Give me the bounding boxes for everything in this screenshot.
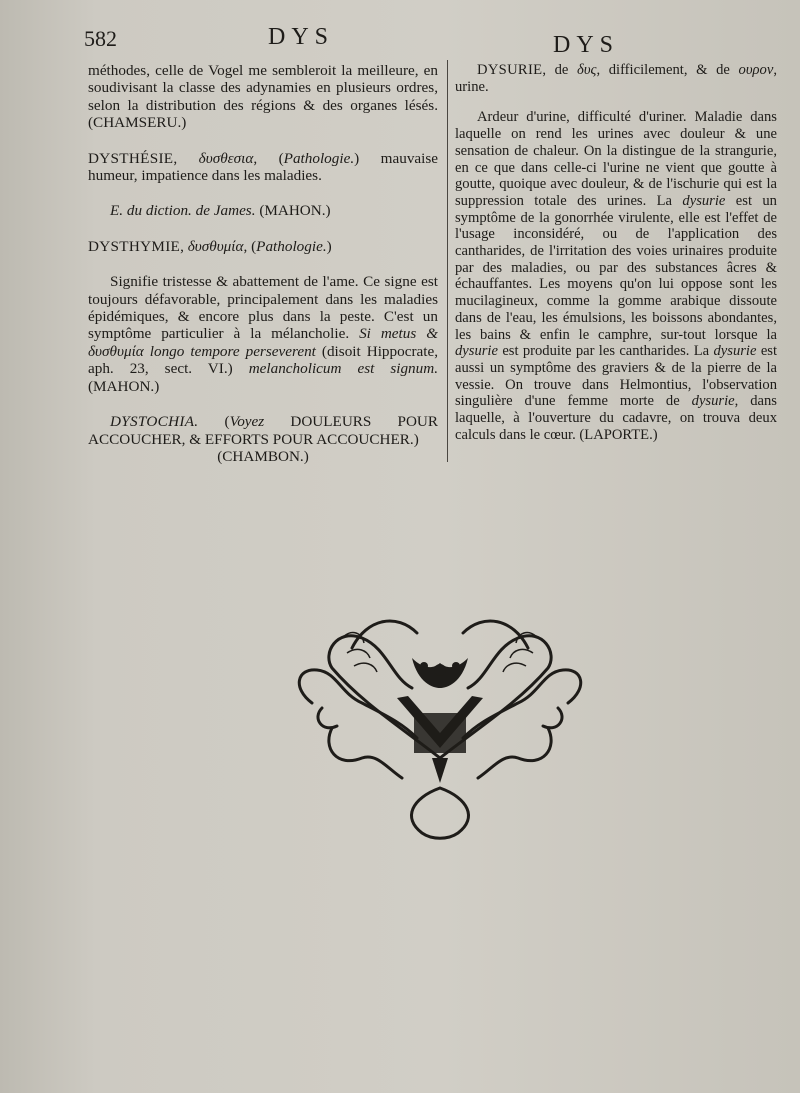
headword: DYSURIE bbox=[477, 62, 543, 78]
left-running-head: DYS bbox=[268, 24, 335, 50]
body-text: Ardeur d'urine, difficulté d'uriner. Maladie dans laquelle on rend les urines avec douleur & une sensation de chaleur. On la distingue de la strangurie, en ce que dans celle-ci l'urine ne vient que goutte à goutte, quoique avec douleur, & de l'ischurie qui est la suppression totale des urines. La bbox=[455, 109, 777, 209]
page-number: 582 bbox=[84, 26, 117, 51]
definition: mauvaise humeur, impatience dans les maladies. bbox=[88, 149, 439, 185]
greek-term: δυς bbox=[577, 62, 597, 78]
entry-dystochia: DYSTOCHIA. (Voyez DOULEURS POUR ACCOUCHER, & EFFORTS POUR ACCOUCHER.) bbox=[88, 413, 439, 448]
author: (LAPORTE.) bbox=[579, 426, 658, 443]
author: (MAHON.) bbox=[259, 202, 331, 220]
decorative-vignette-ornament bbox=[292, 608, 588, 848]
source: E. du diction. de James. bbox=[110, 202, 256, 220]
field-label: Pathologie. bbox=[283, 149, 355, 167]
left-column bbox=[88, 62, 438, 465]
author-line bbox=[88, 448, 438, 465]
latin-quote: melancholicum est signum. bbox=[248, 360, 438, 378]
entry-dysurie bbox=[455, 62, 777, 95]
greek-term: δυσθεσια bbox=[198, 149, 254, 167]
headword: DYSTOCHIA. bbox=[110, 413, 199, 431]
cross-references: DOULEURS POUR ACCOUCHER, & EFFORTS POUR ACCOUCHER. bbox=[88, 413, 439, 448]
term: dysurie bbox=[713, 343, 757, 360]
field-label: Pathologie. bbox=[256, 237, 327, 255]
body-text: est un symptôme de la gonorrhée virulente, elle est l'effet de l'usage inconsidéré, ou de l'application des cantharides, de l'irritation des voies urinaires produite par des maladies, ou par des substances âcres & échauffantes. Les moyens qu'on lui oppose sont les mucilagineux, comme la gomme arabique dissoute dans de l'eau, les émulsions, les boissons abondantes, les bains & enfin le camphre, sur-tout lorsque la bbox=[455, 192, 777, 343]
term: dysurie bbox=[455, 343, 498, 360]
author: (CHAMBON.) bbox=[217, 447, 309, 465]
entry-dysthymie: DYSTHYMIE, δυσθυμία, (Pathologie.) bbox=[88, 237, 332, 255]
author: (MAHON.) bbox=[88, 377, 160, 395]
text: , de bbox=[542, 62, 569, 78]
headword: DYSTHYMIE bbox=[88, 237, 181, 255]
greek-term: δυσθυμία bbox=[187, 237, 244, 255]
text: , difficilement, & de bbox=[596, 62, 730, 78]
continued-paragraph: méthodes, celle de Vogel me sembleroit la meilleure, en soudivisant la classe des adynamies en plusieurs ordres, selon la distribution des régions & des organes lésés. (CHAMSERU.) bbox=[88, 62, 438, 132]
right-running-head: DYS bbox=[553, 32, 620, 58]
running-header bbox=[0, 26, 800, 56]
right-column bbox=[455, 62, 777, 443]
headword: DYSTHÉSIE bbox=[88, 149, 174, 167]
body-text: Signifie tristesse & abattement de l'ame. Ce signe est toujours défavorable, principalement dans les maladies épidémiques, & encore plus dans la peste. C'est un symptôme particulier à la mélancholie. bbox=[88, 273, 438, 343]
greek-term: ουρον bbox=[738, 62, 774, 78]
body-text: est aussi un symptôme des graviers & de la pierre de la vessie. On trouve dans Helmontius, l'observation singulière d'une femme morte de bbox=[455, 343, 778, 410]
text: , urine. bbox=[455, 62, 777, 95]
latin-quote: Si metus & δυσθυμία longo tempore perseverent bbox=[88, 325, 439, 360]
dysurie-body bbox=[455, 109, 777, 443]
entry-dysthesie: DYSTHÉSIE, δυσθεσια, (Pathologie.) mauvaise humeur, impatience dans les maladies. bbox=[88, 149, 439, 185]
see-label: Voyez bbox=[229, 413, 265, 431]
body-text: , dans laquelle, à l'ouverture du cadavre, on trouva deux calculs dans le cœur. bbox=[455, 393, 777, 443]
term: dysurie bbox=[682, 192, 726, 209]
body-text: est produite par les cantharides. La bbox=[502, 343, 710, 360]
dysthymie-body bbox=[88, 273, 438, 395]
column-rule bbox=[447, 60, 448, 462]
term: dysurie bbox=[691, 393, 735, 410]
source-line bbox=[88, 202, 438, 219]
body-text: (disoit Hippocrate, aph. 23, sect. VI.) bbox=[88, 342, 438, 378]
